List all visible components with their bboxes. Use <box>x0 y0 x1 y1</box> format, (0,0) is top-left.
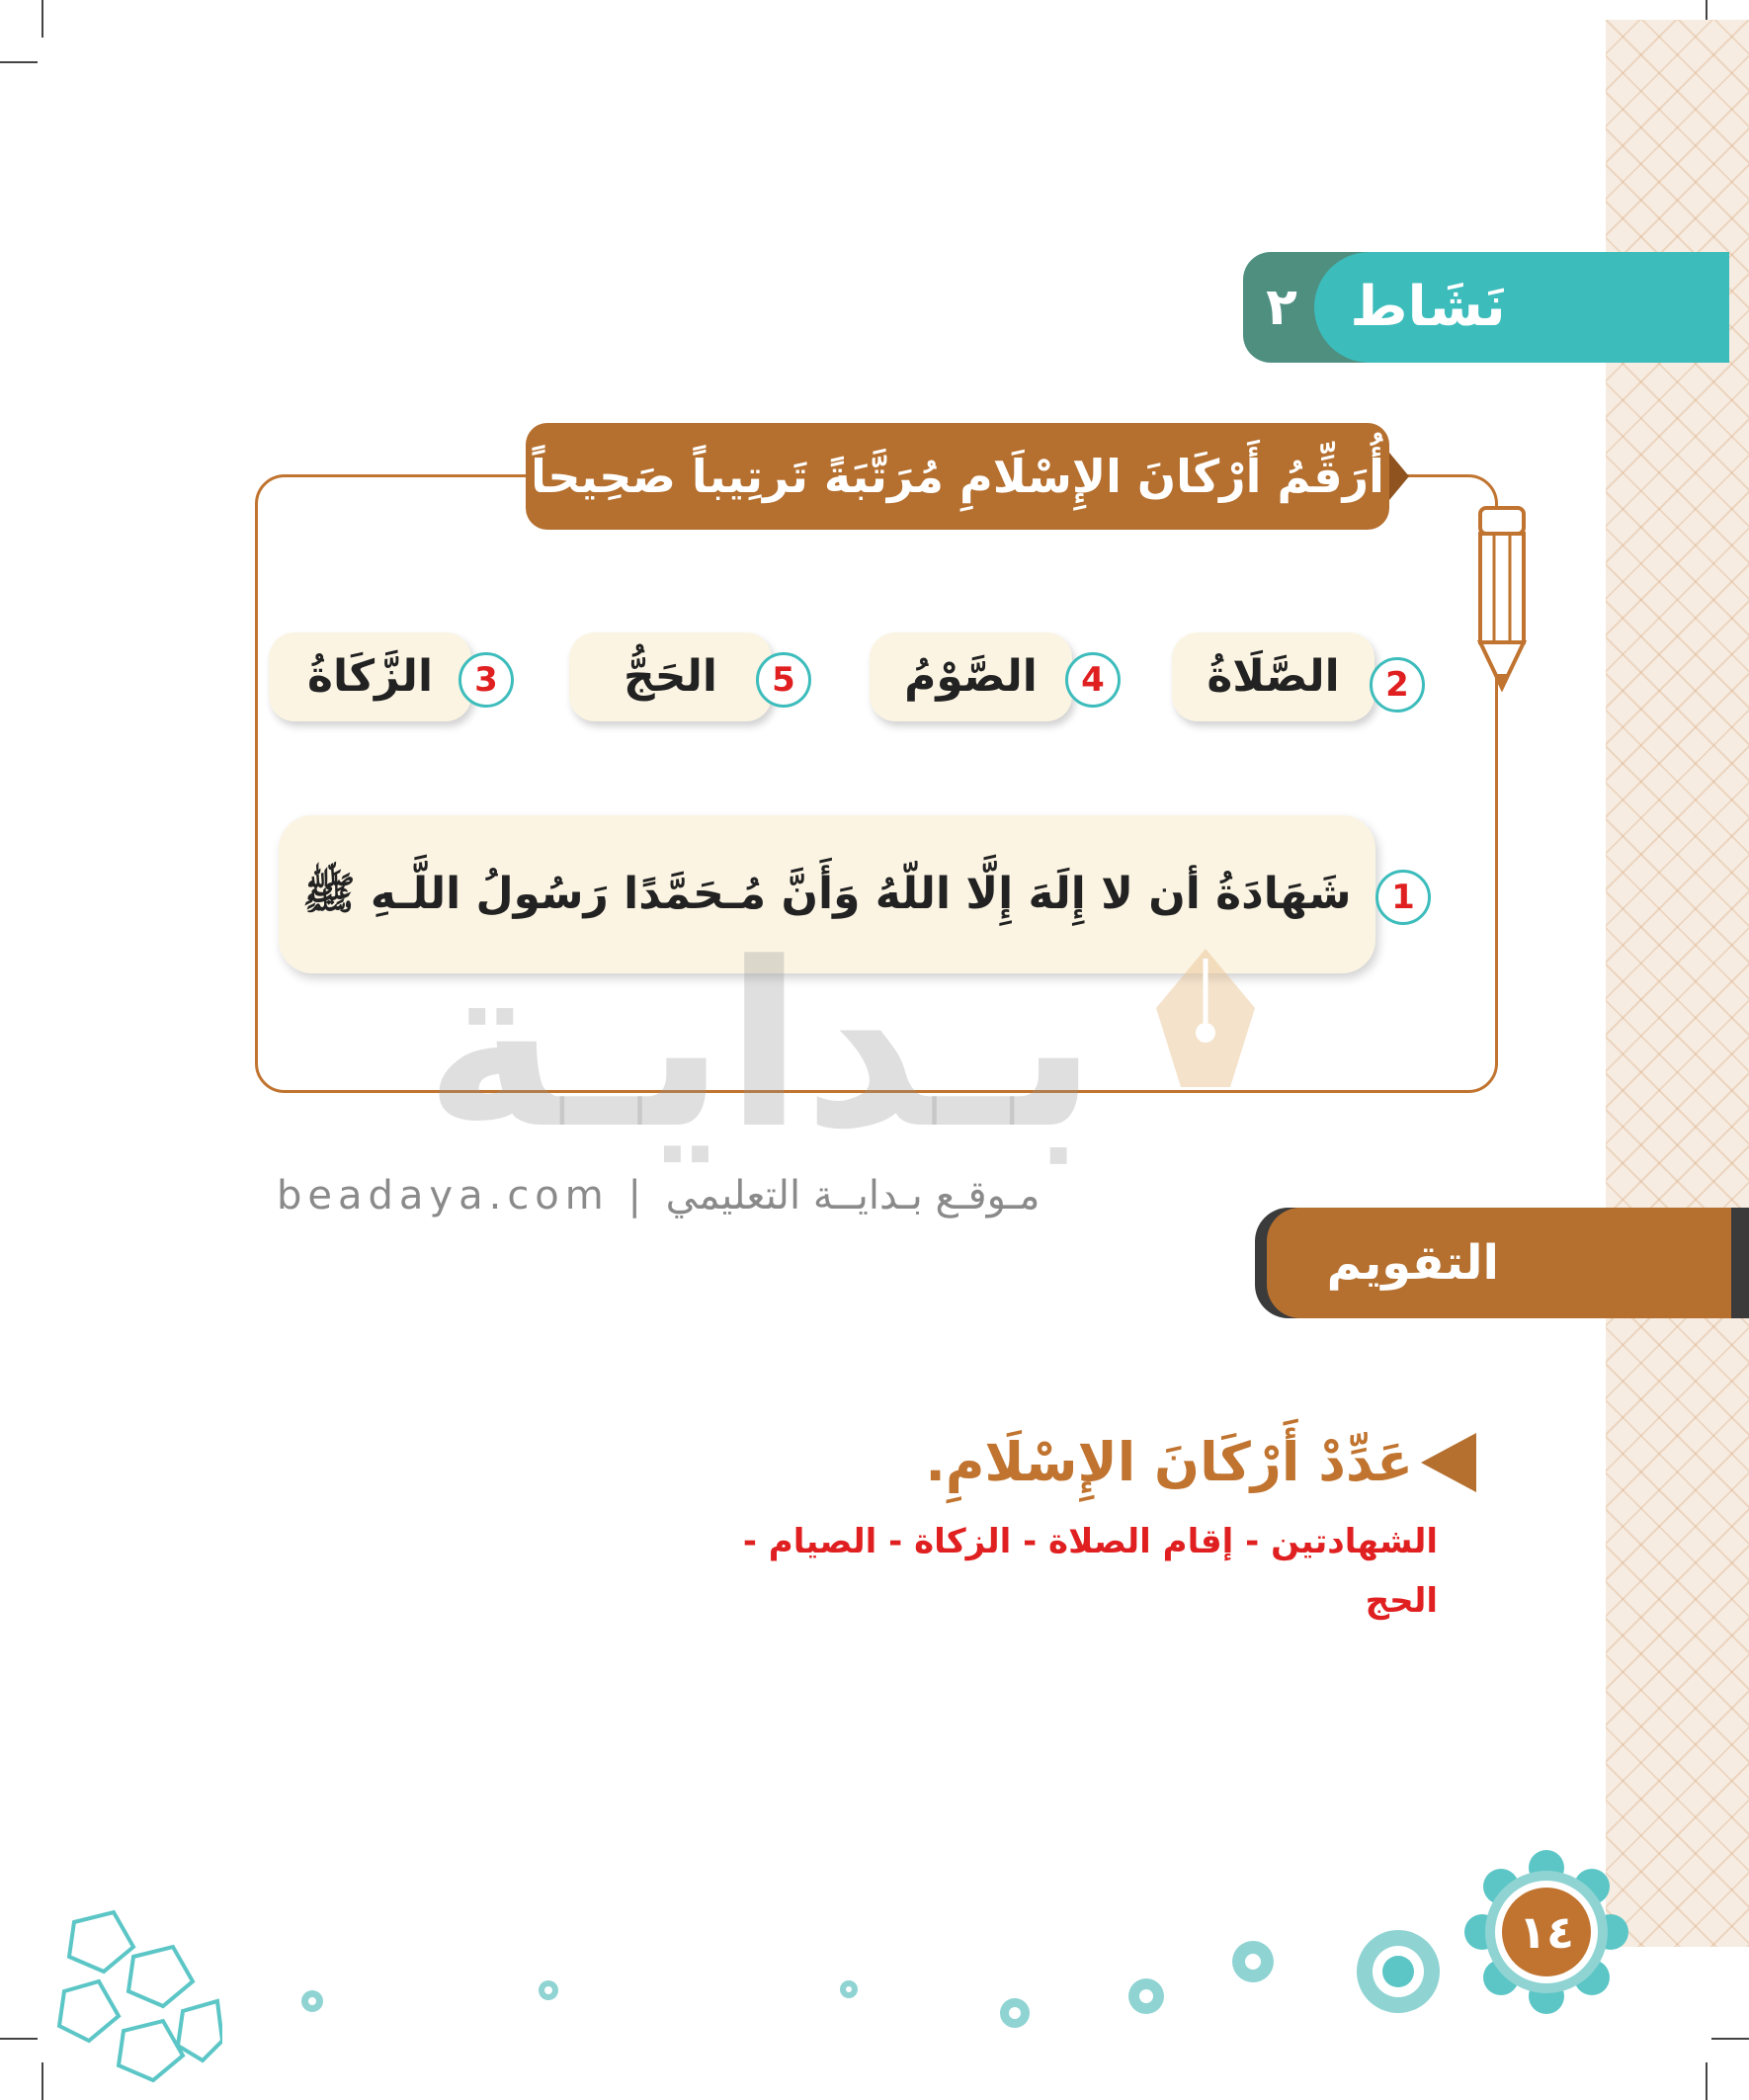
pillar-number: 2 <box>1370 657 1425 713</box>
evaluation-title: التقويم <box>1267 1208 1731 1318</box>
flower-ornament-icon <box>1230 1939 1276 1984</box>
flower-ornament-icon <box>299 1988 325 2014</box>
geometric-pattern-icon <box>54 1902 222 2100</box>
pillar-number: 5 <box>756 652 811 708</box>
flower-ornament-icon <box>838 1978 860 2000</box>
crop-mark <box>1711 2038 1749 2040</box>
flower-ornament-icon <box>1354 1927 1443 2016</box>
evaluation-question: عَدِّدْ أَرْكَانَ الإِسْلَامِ. <box>925 1431 1413 1493</box>
shahada-option: شَهَادَةُ أن لا إِلَهَ إِلَّا اللّهُ وَأَنَّ مُـحَمَّدًا رَسُولُ اللَّـهِ ﷺ <box>279 815 1375 973</box>
page-number: ١٤ <box>1502 1888 1591 1976</box>
activity-title: نَشَاط <box>1350 275 1506 339</box>
pillar-option: الزَّكَاةُ <box>269 632 471 721</box>
crop-mark <box>42 2062 43 2100</box>
shahada-number: 1 <box>1375 870 1431 925</box>
crop-mark <box>0 61 38 63</box>
crop-mark <box>0 2038 38 2040</box>
flower-ornament-icon <box>998 1996 1032 2030</box>
flower-ornament-icon <box>537 1978 560 2002</box>
flower-ornament-icon <box>1126 1976 1166 2016</box>
watermark-logo: بـدايـة <box>424 915 1098 1179</box>
pillar-option: الصَّوْمُ <box>870 632 1072 721</box>
pillar-option: الصَّلَاةُ <box>1172 632 1374 721</box>
pen-nib-icon <box>1136 939 1275 1107</box>
pillar-number: 4 <box>1065 652 1121 708</box>
crop-mark <box>42 0 43 38</box>
crop-mark <box>1706 2062 1707 2100</box>
triangle-bullet-icon <box>1421 1433 1476 1492</box>
activity-instruction: أُرَقِّمُ أَرْكَانَ الإِسْلَامِ مُرَتَّبَةً تَرتِيباً صَحِيحاً <box>526 423 1389 530</box>
pencil-icon <box>1472 504 1532 692</box>
pillar-number: 3 <box>458 652 514 708</box>
pillar-option: الحَجُّ <box>569 632 772 721</box>
activity-number: ٢ <box>1266 278 1297 337</box>
watermark-site: beadaya.com | مـوقـع بـدايــة التعليمي <box>277 1173 1041 1218</box>
evaluation-answer: الشهادتين - إقام الصلاة - الزكاة - الصيام - الحج <box>742 1522 1438 1621</box>
